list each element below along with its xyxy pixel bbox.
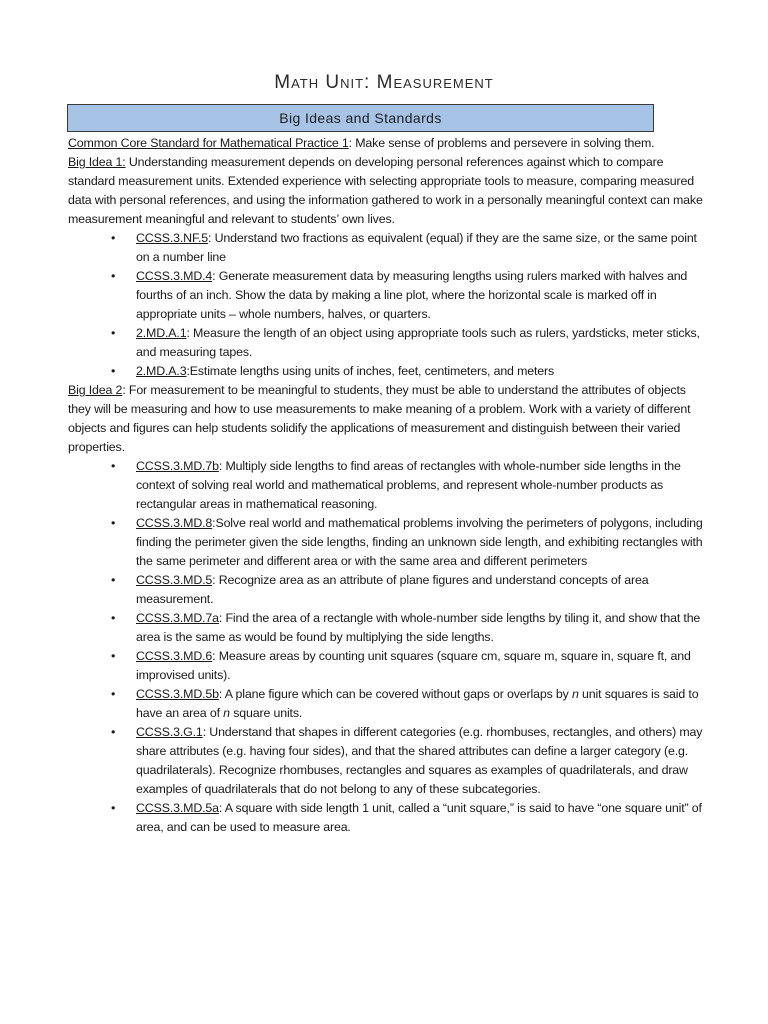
bullet-icon: • [111,649,116,663]
standard-item [68,647,704,685]
big-idea-2-standards-list [68,457,704,837]
standard-item [68,571,704,609]
practice-text: : Make sense of problems and persevere in solving them. [348,136,655,150]
bullet-icon: • [111,326,116,340]
bullet-icon: • [111,801,116,815]
bullet-icon: • [111,725,116,739]
standard-text: : Understand that shapes in different categories (e.g. rhombuses, rectangles, and others) may share attributes (e.g. having four sides), and that the shared attributes can define a larger category (e.g. quadrilaterals). Recognize rhombuses, rectangles and squares as examples of quadrilaterals, and draw examples of quadrilaterals that do not belong to any of these subcategories. [136,725,703,796]
standard-text: square units. [229,706,303,720]
standard-code: CCSS.3.G.1 [136,725,203,739]
standard-code: CCSS.3.NF.5 [136,231,209,245]
standard-text: : A square with side length 1 unit, called a “unit square,” is said to have “one square unit” of area, and can be used to measure area. [136,801,702,834]
big-idea-1-standards-list [68,229,704,381]
standard-item [68,229,704,267]
standard-item [68,799,704,837]
standard-text: : A plane figure which can be covered without gaps or overlaps by [218,687,572,701]
bullet-icon: • [111,611,116,625]
standard-item [68,723,704,799]
standard-code: CCSS.3.MD.5a [136,801,219,815]
bullet-icon: • [111,231,116,245]
standard-code: CCSS.3.MD.5 [136,573,213,587]
standard-item [68,514,704,571]
section-banner: Big Ideas and Standards [67,104,654,132]
big-idea-2-paragraph [68,381,704,457]
standard-text: : Understand two fractions as equivalent (equal) if they are the same size, or the same point on a number line [136,231,697,264]
standard-item [68,685,704,723]
practice-paragraph [68,134,704,153]
page-title: Math Unit: Measurement [274,72,494,93]
bullet-icon: • [111,516,116,530]
bullet-icon: • [111,573,116,587]
standard-code: CCSS.3.MD.8 [136,516,213,530]
standard-text: :Estimate lengths using units of inches, feet, centimeters, and meters [186,364,555,378]
variable-n: n [572,687,579,701]
standard-code: CCSS.3.MD.7a [136,611,219,625]
standard-text: : Generate measurement data by measuring lengths using rulers marked with halves and fourths of an inch. Show the data by making a line plot, where the horizontal scale is marked off in appropriate units – whole numbers, halves, or quarters. [136,269,688,321]
standard-code: CCSS.3.MD.7b [136,459,219,473]
standard-item [68,324,704,362]
standard-code: CCSS.3.MD.5b [136,687,219,701]
bullet-icon: • [111,687,116,701]
standard-item [68,362,704,381]
big-idea-1-text: Understanding measurement depends on developing personal references against which to compare standard measurement units. Extended experience with selecting appropriate tools to measure, comparing measured data with personal references, and using the information gathered to work in a personally meaningful context can make measurement meaningful and relevant to students’ own lives. [68,155,703,226]
standard-code: CCSS.3.MD.4 [136,269,213,283]
standard-text: unit squares is said to have an area of [136,687,699,720]
standard-text: :Solve real world and mathematical problems involving the perimeters of polygons, including finding the perimeter given the side lengths, finding an unknown side length, and exhibiting rectangles with the same perimeter and different area or with the same area and different perimeters [136,516,703,568]
document-body [68,134,704,837]
standard-code: 2.MD.A.3 [136,364,187,378]
standard-code: CCSS.3.MD.6 [136,649,213,663]
standard-code: 2.MD.A.1 [136,326,187,340]
bullet-icon: • [111,269,116,283]
standard-item [68,457,704,514]
big-idea-1-paragraph [68,153,704,229]
standard-text: : Measure areas by counting unit squares (square cm, square m, square in, square ft, and improvised units). [136,649,691,682]
big-idea-2-text: : For measurement to be meaningful to students, they must be able to understand the attributes of objects they will be measuring and how to use measurements to make meaning of a problem. Work with a variety of different objects and figures can help students solidify the applications of measurement and distinguish between their varied properties. [68,383,691,454]
standard-text: : Recognize area as an attribute of plane figures and understand concepts of area measurement. [136,573,649,606]
standard-item [68,267,704,324]
standard-text: : Multiply side lengths to find areas of rectangles with whole-number side lengths in the context of solving real world and mathematical problems, and represent whole-number products as rectangular areas in mathematical reasoning. [136,459,681,511]
big-idea-1-label: Big Idea 1: [68,155,126,169]
practice-label: Common Core Standard for Mathematical Practice 1 [68,136,349,150]
big-idea-2-label: Big Idea 2 [68,383,123,397]
standard-text: : Find the area of a rectangle with whole-number side lengths by tiling it, and show that the area is the same as would be found by multiplying the side lengths. [136,611,701,644]
bullet-icon: • [111,459,116,473]
bullet-icon: • [111,364,116,378]
variable-n: n [223,706,230,720]
standard-item [68,609,704,647]
standard-text: : Measure the length of an object using appropriate tools such as rulers, yardsticks, meter sticks, and measuring tapes. [136,326,700,359]
